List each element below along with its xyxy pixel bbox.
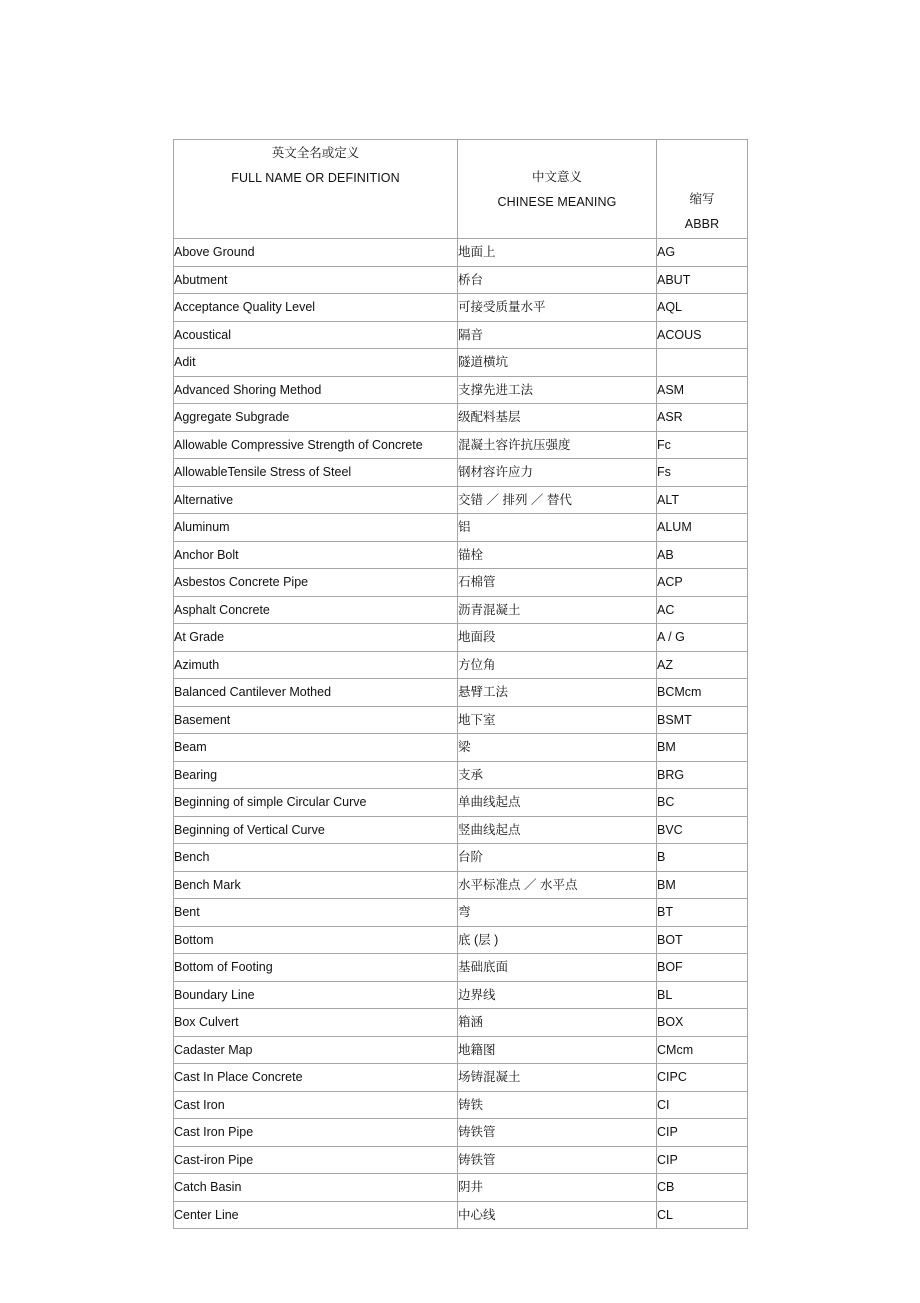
table-row xyxy=(174,981,748,1009)
cell-chinese-meaning: 铸铁管 xyxy=(458,1119,657,1147)
cell-full-name: Center Line xyxy=(174,1201,458,1229)
cell-chinese-meaning: 锚栓 xyxy=(458,541,657,569)
cell-abbreviation: CB xyxy=(657,1174,748,1202)
table-row xyxy=(174,706,748,734)
cell-abbreviation: CMcm xyxy=(657,1036,748,1064)
table-row xyxy=(174,789,748,817)
column-header-full-name-english: FULL NAME OR DEFINITION xyxy=(231,171,400,185)
cell-chinese-meaning: 铝 xyxy=(458,514,657,542)
table-row xyxy=(174,624,748,652)
cell-chinese-meaning: 沥青混凝土 xyxy=(458,596,657,624)
cell-chinese-meaning: 梁 xyxy=(458,734,657,762)
cell-chinese-meaning: 场铸混凝土 xyxy=(458,1064,657,1092)
cell-chinese-meaning: 地下室 xyxy=(458,706,657,734)
table-row xyxy=(174,1009,748,1037)
table-row xyxy=(174,871,748,899)
cell-chinese-meaning: 单曲线起点 xyxy=(458,789,657,817)
cell-abbreviation: ABUT xyxy=(657,266,748,294)
cell-full-name: Balanced Cantilever Mothed xyxy=(174,679,458,707)
cell-abbreviation: B xyxy=(657,844,748,872)
table-row xyxy=(174,1119,748,1147)
cell-full-name: Beginning of Vertical Curve xyxy=(174,816,458,844)
column-header-abbr-english: ABBR xyxy=(684,217,720,231)
cell-abbreviation: AC xyxy=(657,596,748,624)
cell-chinese-meaning: 中心线 xyxy=(458,1201,657,1229)
cell-chinese-meaning: 悬臂工法 xyxy=(458,679,657,707)
cell-chinese-meaning: 桥台 xyxy=(458,266,657,294)
cell-chinese-meaning: 地籍图 xyxy=(458,1036,657,1064)
cell-chinese-meaning: 石棉管 xyxy=(458,569,657,597)
cell-chinese-meaning: 可接受质量水平 xyxy=(458,294,657,322)
cell-chinese-meaning: 基础底面 xyxy=(458,954,657,982)
cell-chinese-meaning: 方位角 xyxy=(458,651,657,679)
cell-chinese-meaning: 阴井 xyxy=(458,1174,657,1202)
cell-full-name: Asbestos Concrete Pipe xyxy=(174,569,458,597)
cell-abbreviation: ACOUS xyxy=(657,321,748,349)
cell-abbreviation: AZ xyxy=(657,651,748,679)
column-header-chinese-meaning xyxy=(458,140,657,239)
cell-full-name: Box Culvert xyxy=(174,1009,458,1037)
cell-abbreviation: ALUM xyxy=(657,514,748,542)
column-header-chinese-meaning-chinese: 中文意义 xyxy=(531,170,582,184)
cell-abbreviation: CIPC xyxy=(657,1064,748,1092)
table-row xyxy=(174,321,748,349)
cell-full-name: Aluminum xyxy=(174,514,458,542)
cell-full-name: Basement xyxy=(174,706,458,734)
column-header-chinese-meaning-english: CHINESE MEANING xyxy=(497,195,617,209)
cell-full-name: Cast In Place Concrete xyxy=(174,1064,458,1092)
table-row xyxy=(174,651,748,679)
cell-full-name: At Grade xyxy=(174,624,458,652)
table-row xyxy=(174,404,748,432)
table-row xyxy=(174,734,748,762)
cell-chinese-meaning: 边界线 xyxy=(458,981,657,1009)
cell-chinese-meaning: 隧道横坑 xyxy=(458,349,657,377)
cell-abbreviation: BC xyxy=(657,789,748,817)
table-row xyxy=(174,596,748,624)
cell-abbreviation: CIP xyxy=(657,1119,748,1147)
table-row xyxy=(174,569,748,597)
table-row xyxy=(174,541,748,569)
table-row xyxy=(174,1064,748,1092)
table-row xyxy=(174,1091,748,1119)
cell-abbreviation: Fc xyxy=(657,431,748,459)
cell-abbreviation: AQL xyxy=(657,294,748,322)
cell-abbreviation: CIP xyxy=(657,1146,748,1174)
table-row xyxy=(174,266,748,294)
cell-chinese-meaning: 台阶 xyxy=(458,844,657,872)
cell-abbreviation: CI xyxy=(657,1091,748,1119)
cell-full-name: Acoustical xyxy=(174,321,458,349)
cell-chinese-meaning: 交错 ／ 排列 ／ 替代 xyxy=(458,486,657,514)
cell-chinese-meaning: 级配料基层 xyxy=(458,404,657,432)
table-row xyxy=(174,954,748,982)
cell-abbreviation: ACP xyxy=(657,569,748,597)
cell-chinese-meaning: 箱涵 xyxy=(458,1009,657,1037)
cell-abbreviation: AG xyxy=(657,239,748,267)
cell-full-name: Advanced Shoring Method xyxy=(174,376,458,404)
column-header-abbr xyxy=(657,140,748,239)
cell-abbreviation: BOF xyxy=(657,954,748,982)
cell-full-name: Cast-iron Pipe xyxy=(174,1146,458,1174)
cell-chinese-meaning: 弯 xyxy=(458,899,657,927)
cell-full-name: Cast Iron xyxy=(174,1091,458,1119)
cell-chinese-meaning: 竖曲线起点 xyxy=(458,816,657,844)
cell-full-name: Cast Iron Pipe xyxy=(174,1119,458,1147)
table-row xyxy=(174,349,748,377)
table-row xyxy=(174,926,748,954)
cell-full-name: Beam xyxy=(174,734,458,762)
cell-full-name: Catch Basin xyxy=(174,1174,458,1202)
cell-full-name: Bearing xyxy=(174,761,458,789)
cell-chinese-meaning: 底 (层 ) xyxy=(458,926,657,954)
table-row xyxy=(174,486,748,514)
cell-chinese-meaning: 支承 xyxy=(458,761,657,789)
cell-full-name: Asphalt Concrete xyxy=(174,596,458,624)
cell-abbreviation: BCMcm xyxy=(657,679,748,707)
cell-full-name: Cadaster Map xyxy=(174,1036,458,1064)
cell-full-name: Bottom of Footing xyxy=(174,954,458,982)
cell-full-name: Boundary Line xyxy=(174,981,458,1009)
cell-abbreviation: BOT xyxy=(657,926,748,954)
cell-abbreviation xyxy=(657,349,748,377)
cell-full-name: Abutment xyxy=(174,266,458,294)
table-row xyxy=(174,459,748,487)
cell-abbreviation: A / G xyxy=(657,624,748,652)
table-row xyxy=(174,1201,748,1229)
cell-full-name: Bent xyxy=(174,899,458,927)
cell-abbreviation: ASR xyxy=(657,404,748,432)
table-row xyxy=(174,239,748,267)
abbreviations-table xyxy=(173,139,748,1229)
cell-full-name: Bench Mark xyxy=(174,871,458,899)
table-row xyxy=(174,899,748,927)
table-row xyxy=(174,1174,748,1202)
cell-full-name: Azimuth xyxy=(174,651,458,679)
column-header-full-name-chinese: 英文全名或定义 xyxy=(271,146,360,160)
table-row xyxy=(174,844,748,872)
cell-abbreviation: BT xyxy=(657,899,748,927)
cell-abbreviation: Fs xyxy=(657,459,748,487)
cell-full-name: Alternative xyxy=(174,486,458,514)
cell-full-name: Above Ground xyxy=(174,239,458,267)
table-row xyxy=(174,376,748,404)
table-row xyxy=(174,1146,748,1174)
table-body xyxy=(174,239,748,1229)
cell-chinese-meaning: 混凝土容许抗压强度 xyxy=(458,431,657,459)
cell-full-name: Bench xyxy=(174,844,458,872)
cell-abbreviation: AB xyxy=(657,541,748,569)
table-row xyxy=(174,679,748,707)
table-row xyxy=(174,816,748,844)
cell-abbreviation: BL xyxy=(657,981,748,1009)
table-header xyxy=(174,140,748,239)
cell-chinese-meaning: 隔音 xyxy=(458,321,657,349)
cell-abbreviation: ASM xyxy=(657,376,748,404)
cell-chinese-meaning: 铸铁 xyxy=(458,1091,657,1119)
cell-chinese-meaning: 支撑先进工法 xyxy=(458,376,657,404)
cell-abbreviation: BSMT xyxy=(657,706,748,734)
cell-full-name: Beginning of simple Circular Curve xyxy=(174,789,458,817)
cell-full-name: Acceptance Quality Level xyxy=(174,294,458,322)
cell-abbreviation: CL xyxy=(657,1201,748,1229)
table-row xyxy=(174,1036,748,1064)
cell-abbreviation: BM xyxy=(657,734,748,762)
cell-abbreviation: ALT xyxy=(657,486,748,514)
cell-full-name: AllowableTensile Stress of Steel xyxy=(174,459,458,487)
table-row xyxy=(174,294,748,322)
cell-full-name: Adit xyxy=(174,349,458,377)
cell-full-name: Aggregate Subgrade xyxy=(174,404,458,432)
cell-full-name: Anchor Bolt xyxy=(174,541,458,569)
cell-abbreviation: BRG xyxy=(657,761,748,789)
table-row xyxy=(174,514,748,542)
cell-full-name: Bottom xyxy=(174,926,458,954)
table-row xyxy=(174,761,748,789)
cell-chinese-meaning: 地面上 xyxy=(458,239,657,267)
cell-full-name: Allowable Compressive Strength of Concrete xyxy=(174,431,458,459)
cell-abbreviation: BVC xyxy=(657,816,748,844)
cell-chinese-meaning: 水平标准点 ／ 水平点 xyxy=(458,871,657,899)
cell-chinese-meaning: 钢材容许应力 xyxy=(458,459,657,487)
cell-chinese-meaning: 铸铁管 xyxy=(458,1146,657,1174)
column-header-full-name xyxy=(174,140,458,239)
column-header-abbr-chinese: 缩写 xyxy=(689,192,715,206)
table-header-row xyxy=(174,140,748,239)
cell-abbreviation: BM xyxy=(657,871,748,899)
cell-chinese-meaning: 地面段 xyxy=(458,624,657,652)
table-row xyxy=(174,431,748,459)
cell-abbreviation: BOX xyxy=(657,1009,748,1037)
